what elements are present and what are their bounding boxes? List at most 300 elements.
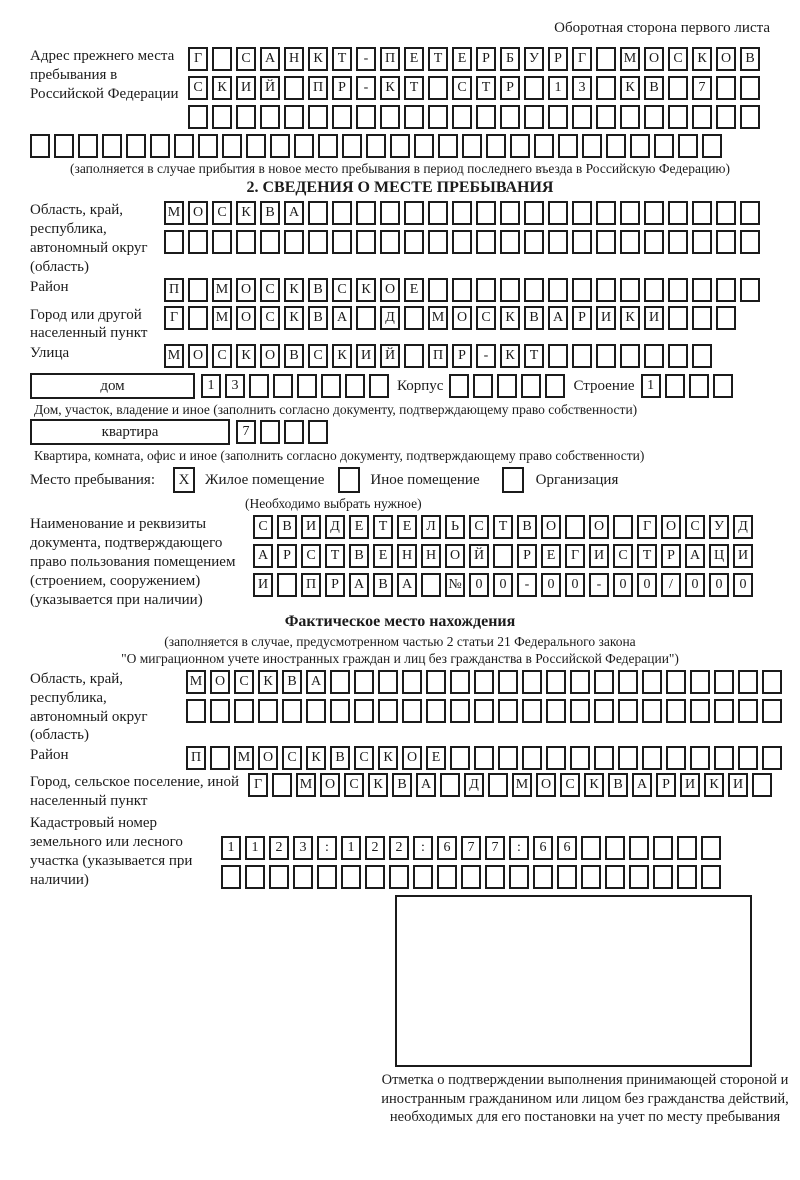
char-cell[interactable]	[668, 230, 688, 254]
char-cell[interactable]	[450, 670, 470, 694]
char-cell[interactable]: Т	[404, 76, 424, 100]
char-cell[interactable]	[642, 670, 662, 694]
char-cell[interactable]: О	[380, 278, 400, 302]
char-cell[interactable]	[402, 670, 422, 694]
char-cell[interactable]	[474, 746, 494, 770]
char-cell[interactable]	[332, 230, 352, 254]
char-cell[interactable]	[644, 230, 664, 254]
char-cell[interactable]	[524, 105, 544, 129]
char-cell[interactable]	[277, 573, 297, 597]
char-cell[interactable]	[510, 134, 530, 158]
char-cell[interactable]	[701, 865, 721, 889]
char-cell[interactable]: Ц	[709, 544, 729, 568]
char-cell[interactable]: К	[212, 76, 232, 100]
char-cell[interactable]: С	[452, 76, 472, 100]
checkbox-inoe-pomeshchenie[interactable]	[338, 467, 360, 493]
char-cell[interactable]: К	[258, 670, 278, 694]
char-cell[interactable]	[692, 230, 712, 254]
char-cell[interactable]	[284, 230, 304, 254]
char-cell[interactable]	[284, 76, 304, 100]
char-cell[interactable]	[210, 746, 230, 770]
char-cell[interactable]	[690, 746, 710, 770]
char-cell[interactable]: К	[236, 201, 256, 225]
char-cell[interactable]	[565, 515, 585, 539]
char-cell[interactable]	[558, 134, 578, 158]
char-cell[interactable]	[212, 105, 232, 129]
char-cell[interactable]	[570, 699, 590, 723]
char-cell[interactable]	[524, 76, 544, 100]
char-cell[interactable]	[594, 699, 614, 723]
char-cell[interactable]: М	[296, 773, 316, 797]
char-cell[interactable]: О	[236, 278, 256, 302]
char-cell[interactable]	[273, 374, 293, 398]
char-cell[interactable]: Г	[565, 544, 585, 568]
char-cell[interactable]	[618, 746, 638, 770]
char-cell[interactable]: 2	[389, 836, 409, 860]
char-cell[interactable]: У	[524, 47, 544, 71]
char-cell[interactable]: 0	[493, 573, 513, 597]
char-cell[interactable]	[488, 773, 508, 797]
char-cell[interactable]	[596, 278, 616, 302]
char-cell[interactable]: О	[541, 515, 561, 539]
char-cell[interactable]	[450, 746, 470, 770]
char-cell[interactable]	[613, 515, 633, 539]
char-cell[interactable]: О	[236, 306, 256, 330]
char-cell[interactable]	[738, 699, 758, 723]
char-cell[interactable]: С	[236, 47, 256, 71]
char-cell[interactable]	[284, 420, 304, 444]
char-cell[interactable]: О	[445, 544, 465, 568]
char-cell[interactable]	[668, 76, 688, 100]
char-cell[interactable]: М	[234, 746, 254, 770]
char-cell[interactable]: Т	[637, 544, 657, 568]
char-cell[interactable]: Р	[661, 544, 681, 568]
char-cell[interactable]	[548, 278, 568, 302]
char-cell[interactable]: О	[210, 670, 230, 694]
char-cell[interactable]	[342, 134, 362, 158]
char-cell[interactable]	[486, 134, 506, 158]
char-cell[interactable]: 0	[709, 573, 729, 597]
char-cell[interactable]: К	[620, 76, 640, 100]
char-cell[interactable]: И	[644, 306, 664, 330]
char-cell[interactable]	[500, 278, 520, 302]
char-cell[interactable]: 0	[637, 573, 657, 597]
char-cell[interactable]: Г	[188, 47, 208, 71]
char-cell[interactable]	[476, 201, 496, 225]
char-cell[interactable]	[476, 278, 496, 302]
char-cell[interactable]	[738, 746, 758, 770]
char-cell[interactable]	[618, 699, 638, 723]
char-cell[interactable]	[738, 670, 758, 694]
char-cell[interactable]: Й	[260, 76, 280, 100]
char-cell[interactable]	[522, 670, 542, 694]
char-cell[interactable]	[596, 344, 616, 368]
char-cell[interactable]: С	[253, 515, 273, 539]
char-cell[interactable]	[716, 105, 736, 129]
char-cell[interactable]	[690, 699, 710, 723]
char-cell[interactable]: А	[332, 306, 352, 330]
char-cell[interactable]	[668, 278, 688, 302]
char-cell[interactable]	[692, 105, 712, 129]
char-cell[interactable]: :	[509, 836, 529, 860]
char-cell[interactable]	[740, 76, 760, 100]
char-cell[interactable]	[740, 230, 760, 254]
char-cell[interactable]: О	[536, 773, 556, 797]
char-cell[interactable]: :	[413, 836, 433, 860]
char-cell[interactable]: С	[260, 278, 280, 302]
char-cell[interactable]	[126, 134, 146, 158]
char-cell[interactable]	[234, 699, 254, 723]
char-cell[interactable]	[428, 230, 448, 254]
char-cell[interactable]: А	[349, 573, 369, 597]
char-cell[interactable]	[356, 105, 376, 129]
char-cell[interactable]: В	[517, 515, 537, 539]
char-cell[interactable]	[188, 230, 208, 254]
char-cell[interactable]: К	[284, 278, 304, 302]
char-cell[interactable]: А	[253, 544, 273, 568]
char-cell[interactable]	[294, 134, 314, 158]
char-cell[interactable]: К	[380, 76, 400, 100]
char-cell[interactable]	[500, 201, 520, 225]
char-cell[interactable]	[354, 699, 374, 723]
char-cell[interactable]	[404, 306, 424, 330]
char-cell[interactable]: Н	[397, 544, 417, 568]
char-cell[interactable]: Т	[325, 544, 345, 568]
char-cell[interactable]	[260, 230, 280, 254]
char-cell[interactable]	[186, 699, 206, 723]
char-cell[interactable]	[642, 746, 662, 770]
char-cell[interactable]: Ь	[445, 515, 465, 539]
char-cell[interactable]: В	[524, 306, 544, 330]
char-cell[interactable]	[716, 230, 736, 254]
char-cell[interactable]: И	[253, 573, 273, 597]
char-cell[interactable]: Т	[493, 515, 513, 539]
char-cell[interactable]	[378, 699, 398, 723]
char-cell[interactable]	[570, 746, 590, 770]
char-cell[interactable]	[524, 278, 544, 302]
char-cell[interactable]	[668, 201, 688, 225]
char-cell[interactable]: Е	[541, 544, 561, 568]
char-cell[interactable]	[404, 201, 424, 225]
char-cell[interactable]: С	[301, 544, 321, 568]
char-cell[interactable]: С	[469, 515, 489, 539]
char-cell[interactable]	[689, 374, 709, 398]
char-cell[interactable]: О	[716, 47, 736, 71]
char-cell[interactable]: Т	[524, 344, 544, 368]
char-cell[interactable]	[30, 134, 50, 158]
char-cell[interactable]: В	[644, 76, 664, 100]
char-cell[interactable]: К	[368, 773, 388, 797]
char-cell[interactable]: В	[308, 278, 328, 302]
char-cell[interactable]	[666, 670, 686, 694]
char-cell[interactable]	[572, 201, 592, 225]
char-cell[interactable]	[606, 134, 626, 158]
char-cell[interactable]	[714, 670, 734, 694]
char-cell[interactable]: М	[164, 201, 184, 225]
char-cell[interactable]: П	[428, 344, 448, 368]
char-cell[interactable]: Н	[284, 47, 304, 71]
char-cell[interactable]: 0	[469, 573, 489, 597]
char-cell[interactable]: 1	[201, 374, 221, 398]
char-cell[interactable]	[356, 230, 376, 254]
char-cell[interactable]: П	[308, 76, 328, 100]
char-cell[interactable]	[332, 105, 352, 129]
char-cell[interactable]: И	[356, 344, 376, 368]
char-cell[interactable]: М	[186, 670, 206, 694]
char-cell[interactable]	[546, 746, 566, 770]
char-cell[interactable]: 6	[533, 836, 553, 860]
char-cell[interactable]: П	[164, 278, 184, 302]
char-cell[interactable]	[644, 201, 664, 225]
char-cell[interactable]: В	[349, 544, 369, 568]
char-cell[interactable]: Т	[373, 515, 393, 539]
char-cell[interactable]	[306, 699, 326, 723]
char-cell[interactable]	[450, 699, 470, 723]
char-cell[interactable]: О	[452, 306, 472, 330]
char-cell[interactable]	[548, 230, 568, 254]
char-cell[interactable]	[54, 134, 74, 158]
char-cell[interactable]: С	[354, 746, 374, 770]
char-cell[interactable]: 1	[548, 76, 568, 100]
char-cell[interactable]	[437, 865, 457, 889]
char-cell[interactable]: К	[284, 306, 304, 330]
char-cell[interactable]: М	[620, 47, 640, 71]
char-cell[interactable]	[345, 374, 365, 398]
checkbox-zhiloe-pomeshchenie[interactable]: X	[173, 467, 195, 493]
char-cell[interactable]: Р	[572, 306, 592, 330]
char-cell[interactable]	[308, 230, 328, 254]
char-cell[interactable]	[308, 201, 328, 225]
char-cell[interactable]: И	[596, 306, 616, 330]
char-cell[interactable]: О	[402, 746, 422, 770]
char-cell[interactable]	[308, 420, 328, 444]
char-cell[interactable]: 0	[685, 573, 705, 597]
char-cell[interactable]: С	[332, 278, 352, 302]
char-cell[interactable]	[413, 865, 433, 889]
char-cell[interactable]: А	[632, 773, 652, 797]
char-cell[interactable]	[330, 699, 350, 723]
char-cell[interactable]: О	[260, 344, 280, 368]
char-cell[interactable]: М	[428, 306, 448, 330]
char-cell[interactable]: И	[301, 515, 321, 539]
char-cell[interactable]: 3	[293, 836, 313, 860]
char-cell[interactable]	[548, 344, 568, 368]
char-cell[interactable]: О	[188, 344, 208, 368]
char-cell[interactable]	[260, 105, 280, 129]
char-cell[interactable]: 7	[485, 836, 505, 860]
char-cell[interactable]	[284, 105, 304, 129]
char-cell[interactable]	[474, 699, 494, 723]
char-cell[interactable]	[473, 374, 493, 398]
char-cell[interactable]: 0	[613, 573, 633, 597]
char-cell[interactable]	[198, 134, 218, 158]
char-cell[interactable]	[713, 374, 733, 398]
char-cell[interactable]	[716, 76, 736, 100]
char-cell[interactable]	[78, 134, 98, 158]
char-cell[interactable]: Р	[325, 573, 345, 597]
char-cell[interactable]: -	[517, 573, 537, 597]
char-cell[interactable]: Л	[421, 515, 441, 539]
char-cell[interactable]	[668, 344, 688, 368]
char-cell[interactable]	[476, 230, 496, 254]
checkbox-organizatsiya[interactable]	[502, 467, 524, 493]
char-cell[interactable]: Г	[572, 47, 592, 71]
char-cell[interactable]	[762, 699, 782, 723]
char-cell[interactable]: 6	[557, 836, 577, 860]
char-cell[interactable]	[716, 306, 736, 330]
char-cell[interactable]: Е	[397, 515, 417, 539]
char-cell[interactable]: №	[445, 573, 465, 597]
char-cell[interactable]: Н	[421, 544, 441, 568]
char-cell[interactable]	[545, 374, 565, 398]
char-cell[interactable]: Р	[656, 773, 676, 797]
char-cell[interactable]	[702, 134, 722, 158]
char-cell[interactable]	[404, 230, 424, 254]
char-cell[interactable]: Р	[452, 344, 472, 368]
char-cell[interactable]	[629, 836, 649, 860]
char-cell[interactable]: В	[260, 201, 280, 225]
char-cell[interactable]	[476, 105, 496, 129]
char-cell[interactable]: И	[589, 544, 609, 568]
char-cell[interactable]: О	[188, 201, 208, 225]
char-cell[interactable]	[221, 865, 241, 889]
char-cell[interactable]: П	[186, 746, 206, 770]
char-cell[interactable]: П	[380, 47, 400, 71]
char-cell[interactable]	[644, 344, 664, 368]
char-cell[interactable]: Б	[500, 47, 520, 71]
char-cell[interactable]	[188, 105, 208, 129]
char-cell[interactable]: В	[392, 773, 412, 797]
char-cell[interactable]: Е	[452, 47, 472, 71]
char-cell[interactable]: С	[668, 47, 688, 71]
char-cell[interactable]: В	[740, 47, 760, 71]
char-cell[interactable]	[378, 670, 398, 694]
char-cell[interactable]: С	[234, 670, 254, 694]
char-cell[interactable]	[546, 699, 566, 723]
char-cell[interactable]: 2	[365, 836, 385, 860]
char-cell[interactable]	[414, 134, 434, 158]
char-cell[interactable]	[493, 544, 513, 568]
char-cell[interactable]	[524, 201, 544, 225]
char-cell[interactable]	[498, 670, 518, 694]
char-cell[interactable]	[341, 865, 361, 889]
char-cell[interactable]	[692, 278, 712, 302]
char-cell[interactable]: 1	[641, 374, 661, 398]
char-cell[interactable]	[620, 344, 640, 368]
char-cell[interactable]	[546, 670, 566, 694]
char-cell[interactable]	[485, 865, 505, 889]
char-cell[interactable]	[668, 105, 688, 129]
char-cell[interactable]	[236, 105, 256, 129]
char-cell[interactable]: М	[512, 773, 532, 797]
char-cell[interactable]: А	[548, 306, 568, 330]
char-cell[interactable]	[188, 306, 208, 330]
char-cell[interactable]	[246, 134, 266, 158]
char-cell[interactable]	[596, 105, 616, 129]
char-cell[interactable]: 3	[572, 76, 592, 100]
char-cell[interactable]	[282, 699, 302, 723]
char-cell[interactable]	[654, 134, 674, 158]
char-cell[interactable]: Й	[469, 544, 489, 568]
char-cell[interactable]: :	[317, 836, 337, 860]
char-cell[interactable]: С	[344, 773, 364, 797]
char-cell[interactable]	[380, 201, 400, 225]
char-cell[interactable]	[332, 201, 352, 225]
char-cell[interactable]: -	[476, 344, 496, 368]
char-cell[interactable]	[596, 76, 616, 100]
char-cell[interactable]: К	[500, 306, 520, 330]
char-cell[interactable]	[692, 306, 712, 330]
char-cell[interactable]: К	[306, 746, 326, 770]
char-cell[interactable]: В	[373, 573, 393, 597]
char-cell[interactable]	[690, 670, 710, 694]
char-cell[interactable]: Т	[476, 76, 496, 100]
char-cell[interactable]	[293, 865, 313, 889]
char-cell[interactable]: С	[560, 773, 580, 797]
char-cell[interactable]: О	[589, 515, 609, 539]
char-cell[interactable]	[762, 746, 782, 770]
char-cell[interactable]	[629, 865, 649, 889]
char-cell[interactable]: -	[356, 47, 376, 71]
char-cell[interactable]	[692, 201, 712, 225]
char-cell[interactable]	[644, 278, 664, 302]
char-cell[interactable]	[380, 230, 400, 254]
char-cell[interactable]: Д	[464, 773, 484, 797]
char-cell[interactable]	[677, 836, 697, 860]
char-cell[interactable]	[174, 134, 194, 158]
char-cell[interactable]	[572, 230, 592, 254]
char-cell[interactable]	[452, 105, 472, 129]
char-cell[interactable]	[164, 230, 184, 254]
char-cell[interactable]	[522, 746, 542, 770]
char-cell[interactable]: А	[284, 201, 304, 225]
char-cell[interactable]: М	[212, 306, 232, 330]
char-cell[interactable]	[365, 865, 385, 889]
char-cell[interactable]	[666, 746, 686, 770]
char-cell[interactable]	[212, 47, 232, 71]
char-cell[interactable]: 7	[461, 836, 481, 860]
char-cell[interactable]: К	[308, 47, 328, 71]
char-cell[interactable]	[354, 670, 374, 694]
char-cell[interactable]: С	[476, 306, 496, 330]
char-cell[interactable]: С	[308, 344, 328, 368]
char-cell[interactable]: 3	[225, 374, 245, 398]
char-cell[interactable]: К	[692, 47, 712, 71]
char-cell[interactable]: Д	[380, 306, 400, 330]
char-cell[interactable]	[524, 230, 544, 254]
char-cell[interactable]: М	[164, 344, 184, 368]
char-cell[interactable]	[666, 699, 686, 723]
char-cell[interactable]	[404, 344, 424, 368]
char-cell[interactable]	[245, 865, 265, 889]
char-cell[interactable]: Й	[380, 344, 400, 368]
char-cell[interactable]	[618, 670, 638, 694]
char-cell[interactable]	[596, 47, 616, 71]
char-cell[interactable]: О	[258, 746, 278, 770]
char-cell[interactable]	[428, 76, 448, 100]
char-cell[interactable]	[642, 699, 662, 723]
char-cell[interactable]	[498, 746, 518, 770]
char-cell[interactable]: Т	[428, 47, 448, 71]
char-cell[interactable]	[548, 201, 568, 225]
char-cell[interactable]: Р	[517, 544, 537, 568]
char-cell[interactable]	[308, 105, 328, 129]
char-cell[interactable]	[210, 699, 230, 723]
char-cell[interactable]: В	[277, 515, 297, 539]
char-cell[interactable]	[740, 105, 760, 129]
char-cell[interactable]	[620, 105, 640, 129]
char-cell[interactable]: -	[589, 573, 609, 597]
